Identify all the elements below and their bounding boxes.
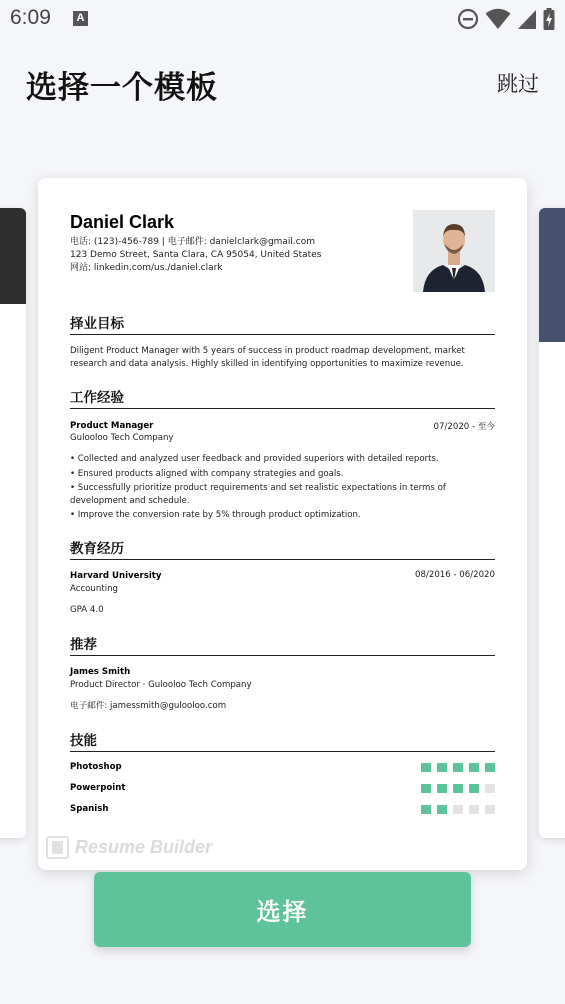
list-item: • Improve the conversion rate by 5% through product optimization. bbox=[70, 510, 361, 520]
contact-line: 网站: linkedin.com/us./daniel.clark bbox=[70, 263, 223, 273]
resume-template-preview[interactable] bbox=[38, 178, 527, 870]
skill-name: Spanish bbox=[70, 804, 109, 814]
education-school: Harvard University bbox=[70, 571, 162, 581]
resume-contact bbox=[70, 236, 321, 275]
profile-photo bbox=[413, 210, 495, 292]
list-item: • Collected and analyzed user feedback and provided superiors with detailed reports. bbox=[70, 454, 439, 464]
watermark-text: Resume Builder bbox=[75, 837, 213, 857]
experience-company: Gulooloo Tech Company bbox=[70, 433, 174, 443]
experience-period: 07/2020 - 至今 bbox=[433, 422, 495, 432]
skill-level-filled bbox=[453, 763, 463, 772]
contact-line: 电话: (123)-456-789 | 电子邮件: danielclark@gmail.com bbox=[70, 237, 316, 247]
skill-level-empty bbox=[485, 784, 495, 793]
page-title: 选择一个模板 bbox=[26, 70, 218, 106]
skill-level-filled bbox=[437, 805, 447, 814]
skill-level bbox=[421, 763, 495, 772]
skill-level-filled bbox=[485, 763, 495, 772]
status-bar bbox=[0, 0, 565, 40]
list-item: • Successfully prioritize product requirements and set realistic expectations in terms of development and schedule. bbox=[70, 483, 446, 506]
skill-name: Powerpoint bbox=[70, 783, 126, 793]
status-time: 6:09 bbox=[10, 6, 51, 29]
reference-email: 电子邮件: jamessmith@gulooloo.com bbox=[70, 701, 227, 711]
watermark bbox=[46, 836, 212, 859]
skill-row bbox=[70, 804, 495, 816]
experience-bullets bbox=[70, 453, 495, 522]
reference-position: Product Director · Gulooloo Tech Company bbox=[70, 680, 252, 690]
section-title-experience: 工作经验 bbox=[70, 386, 495, 409]
next-template-card[interactable] bbox=[539, 208, 565, 838]
skill-level-filled bbox=[421, 784, 431, 793]
education-period: 08/2016 - 06/2020 bbox=[415, 570, 495, 580]
skill-level-filled bbox=[453, 784, 463, 793]
skill-level-empty bbox=[485, 805, 495, 814]
skill-name: Photoshop bbox=[70, 762, 122, 772]
skill-level-filled bbox=[421, 805, 431, 814]
skill-level-filled bbox=[421, 763, 431, 772]
education-major: Accounting bbox=[70, 584, 118, 594]
template-header-band bbox=[0, 208, 26, 304]
skill-row bbox=[70, 783, 495, 795]
section-title-skills: 技能 bbox=[70, 729, 495, 752]
skill-level-empty bbox=[469, 805, 479, 814]
template-header-band bbox=[539, 208, 565, 342]
notification-icon: A bbox=[73, 11, 88, 26]
battery-charging-icon bbox=[543, 8, 555, 30]
skill-level-filled bbox=[437, 763, 447, 772]
skill-level-filled bbox=[469, 784, 479, 793]
reference-name: James Smith bbox=[70, 667, 131, 677]
section-title-objective: 择业目标 bbox=[70, 312, 495, 335]
wifi-icon bbox=[485, 8, 511, 30]
person-portrait-icon bbox=[413, 210, 495, 292]
skill-row bbox=[70, 762, 495, 774]
skill-level bbox=[421, 805, 495, 814]
education-gpa: GPA 4.0 bbox=[70, 605, 104, 615]
previous-template-card[interactable] bbox=[0, 208, 26, 838]
objective-text: Diligent Product Manager with 5 years of success in product roadmap development, market research and data analysis. Highly skilled in identifying opportunities to maximize revenue. bbox=[70, 346, 465, 369]
section-title-education: 教育经历 bbox=[70, 537, 495, 560]
skill-level bbox=[421, 784, 495, 793]
skip-button[interactable]: 跳过 bbox=[497, 72, 539, 96]
do-not-disturb-icon bbox=[457, 8, 479, 30]
status-icons bbox=[457, 7, 555, 31]
select-template-button[interactable]: 选择 bbox=[94, 872, 471, 947]
app-logo-icon bbox=[46, 836, 69, 859]
skill-level-empty bbox=[453, 805, 463, 814]
resume-name: Daniel Clark bbox=[70, 212, 175, 232]
contact-line: 123 Demo Street, Santa Clara, CA 95054, United States bbox=[70, 250, 322, 260]
skill-level-filled bbox=[437, 784, 447, 793]
experience-role: Product Manager bbox=[70, 421, 154, 431]
skill-level-filled bbox=[469, 763, 479, 772]
section-title-reference: 推荐 bbox=[70, 633, 495, 656]
list-item: • Ensured products aligned with company strategies and goals. bbox=[70, 468, 344, 479]
cellular-signal-icon bbox=[517, 8, 537, 30]
